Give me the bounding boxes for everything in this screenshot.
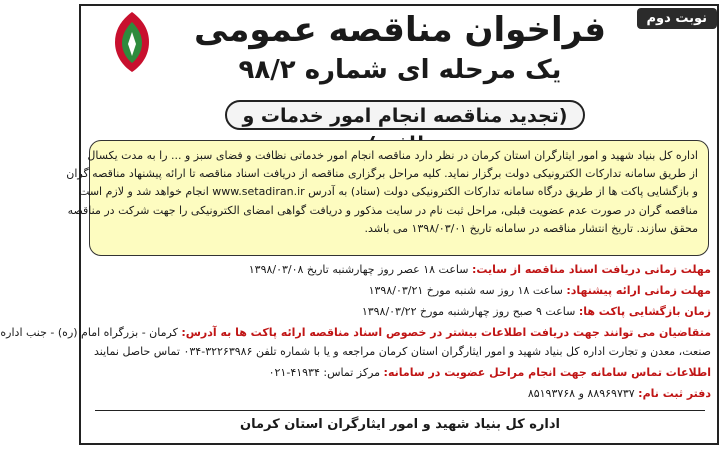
notice-subtitle: یک مرحله ای شماره ۹۸/۲	[238, 55, 562, 85]
description-line: مناقصه گران در صورت عدم عضویت قبلی، مراحل ثبت نام در سایت مذکور و دریافت گواهی امضای الکترونیکی را جهت شرکت در مناقصه	[67, 203, 698, 217]
registration-office-value: ۸۸۹۶۹۷۳۷ و ۸۵۱۹۳۷۶۸	[527, 387, 639, 400]
documents-deadline-value: ساعت ۱۸ عصر روز چهارشنبه تاریخ ۱۳۹۸/۰۳/۰۸	[248, 263, 472, 276]
registration-office-row	[89, 386, 711, 401]
address-continued-value: صنعت، معدن و تجارت اداره کل بنیاد شهید و امور ایثارگران استان کرمان مراجعه و یا با شماره تلفن ۳۲۲۶۳۹۸۶-۰۳۴ تماس حاصل نمایند	[94, 345, 711, 358]
tender-subject-banner: (تجدید مناقصه انجام امور خدمات و	[225, 100, 585, 130]
foundation-logo-icon	[107, 8, 157, 78]
bid-deadline-row	[89, 283, 711, 298]
address-label: متقاضیان می توانند جهت دریافت اطلاعات بیشتر در خصوص اسناد مناقصه ارائه پاکت ها به آدرس:	[181, 326, 711, 339]
publisher-footer: اداره کل بنیاد شهید و امور ایثارگران استان کرمان	[95, 410, 705, 439]
description-panel	[66, 140, 709, 256]
opening-time-value: ساعت ۹ صبح روز چهارشنبه مورخ ۱۳۹۸/۰۳/۲۲	[361, 305, 579, 318]
bid-deadline-value: ساعت ۱۸ روز سه شنبه مورخ ۱۳۹۸/۰۳/۲۱	[368, 284, 567, 297]
bid-deadline-label: مهلت زمانی ارائه پیشنهاد:	[566, 284, 711, 297]
notice-title: فراخوان مناقصه عمومی	[193, 10, 607, 50]
round-badge: نوبت دوم	[637, 8, 717, 29]
address-value: کرمان - بزرگراه امام (ره) - جنب اداره	[0, 326, 182, 339]
opening-time-label: زمان بازگشایی پاکت ها:	[578, 305, 711, 318]
description-line: و بازگشایی پاکت ها از طریق درگاه سامانه تدارکات الکترونیکی دولت (ستاد) به آدرس www.setadiran.ir انجام خواهد شد و لازم است	[79, 185, 698, 199]
description-line: محقق سازند. تاریخ انتشار مناقصه در سامانه تاریخ ۱۳۹۸/۰۳/۰۱ می باشد.	[364, 221, 698, 235]
contact-center-row	[89, 365, 711, 380]
documents-deadline-row	[89, 262, 711, 277]
contact-center-label: اطلاعات تماس سامانه جهت انجام مراحل عضویت در سامانه:	[383, 366, 711, 379]
contact-center-value: مرکز تماس: ۴۱۹۳۴-۰۲۱	[268, 366, 384, 379]
registration-office-label: دفتر ثبت نام:	[638, 387, 711, 400]
description-line: اداره کل بنیاد شهید و امور ایثارگران استان کرمان در نظر دارد مناقصه انجام امور خدماتی نظافت و فضای سبز و ... را به مدت یکسال	[87, 149, 698, 162]
address-row	[0, 325, 711, 340]
description-line: از طریق سامانه تدارکات الکترونیکی دولت برگزار نماید. کلیه مراحل برگزاری مناقصه از دریافت اسناد مناقصه تا ارائه پیشنهاد مناقصه گران	[66, 167, 698, 181]
address-continued-row	[89, 344, 711, 359]
opening-time-row	[89, 304, 711, 319]
documents-deadline-label: مهلت زمانی دریافت اسناد مناقصه از سایت:	[471, 263, 711, 276]
